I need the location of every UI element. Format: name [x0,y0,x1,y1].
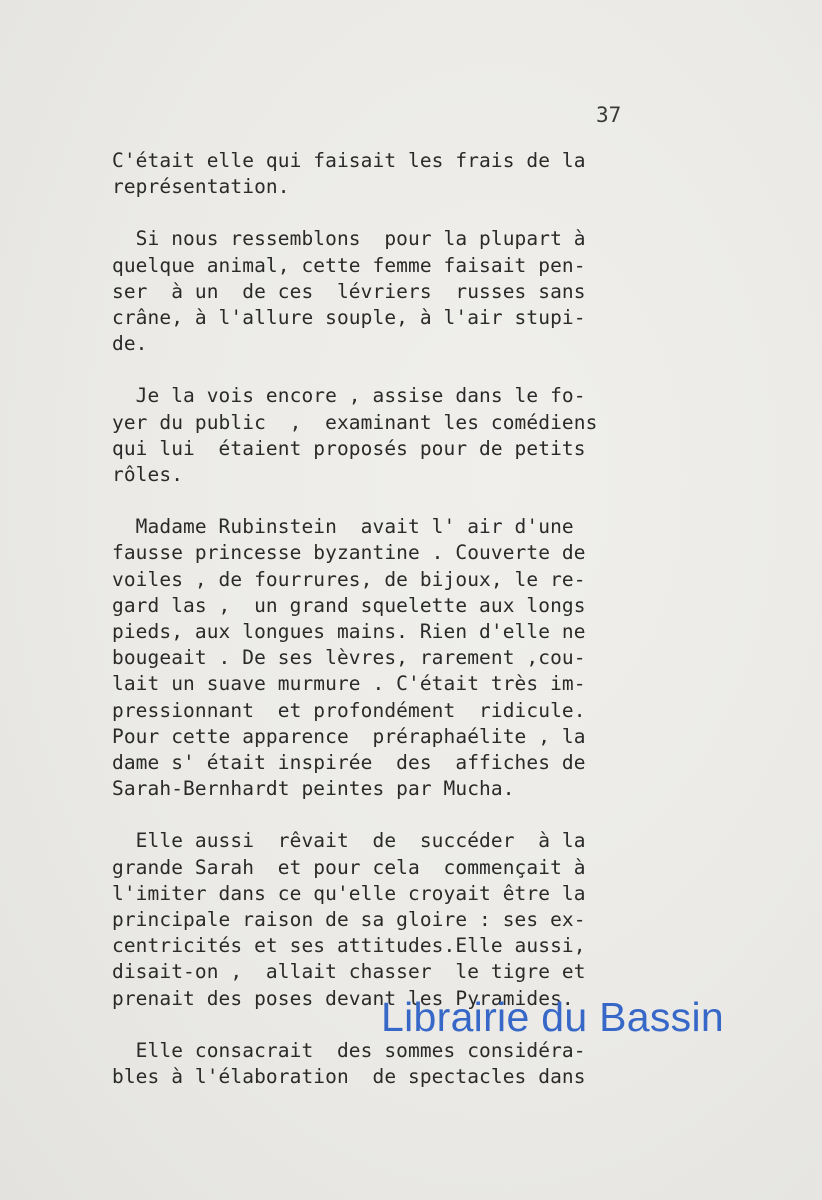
paragraph [112,383,632,488]
text-line: crâne, à l'allure souple, à l'air stupi- [112,306,586,330]
text-line: pieds, aux longues mains. Rien d'elle ne [112,620,586,644]
text-line: ser à un de ces lévriers russes sans [112,279,586,303]
watermark: Librairie du Bassin [381,994,724,1040]
text-line: Si nous ressemblons pour la plupart à [112,227,586,251]
text-line: grande Sarah et pour cela commençait à [112,855,586,879]
text-line: de. [112,332,148,356]
paragraph [112,148,632,200]
body-text [112,148,632,1116]
text-line: bougeait . De ses lèvres, rarement ,cou- [112,646,586,670]
text-line: yer du public , examinant les comédiens [112,410,598,434]
text-line: Pour cette apparence préraphaélite , la [112,724,586,748]
text-line: principale raison de sa gloire : ses ex- [112,908,586,932]
text-line: centricités et ses attitudes.Elle aussi, [112,934,586,958]
text-line: Elle consacrait des sommes considéra- [112,1038,586,1062]
text-line: fausse princesse byzantine . Couverte de [112,541,586,565]
text-line: Elle aussi rêvait de succéder à la [112,829,586,853]
text-line: C'était elle qui faisait les frais de la [112,149,586,172]
text-line: Je la vois encore , assise dans le fo- [112,384,586,408]
page-number: 37 [596,103,622,127]
text-line: lait un suave murmure . C'était très im- [112,672,586,696]
text-line: Sarah-Bernhardt peintes par Mucha. [112,777,515,801]
paragraph [112,1038,632,1090]
text-line: rôles. [112,463,184,487]
text-line: l'imiter dans ce qu'elle croyait être la [112,881,586,905]
text-line: Madame Rubinstein avait l' air d'une [112,515,574,539]
text-line: prenait des poses devant les Pyramides. [112,986,574,1010]
paragraph [112,226,632,357]
text-line: qui lui étaient proposés pour de petits [112,436,586,460]
text-line: voiles , de fourrures, de bijoux, le re- [112,567,586,591]
text-line: représentation. [112,175,290,199]
text-line: quelque animal, cette femme faisait pen- [112,253,586,277]
text-line: disait-on , allait chasser le tigre et [112,960,586,984]
text-line: bles à l'élaboration de spectacles dans [112,1065,586,1089]
text-line: gard las , un grand squelette aux longs [112,593,586,617]
text-line: dame s' était inspirée des affiches de [112,751,586,775]
paragraph [112,828,632,1011]
paragraph [112,514,632,802]
text-line: pressionnant et profondément ridicule. [112,698,586,722]
